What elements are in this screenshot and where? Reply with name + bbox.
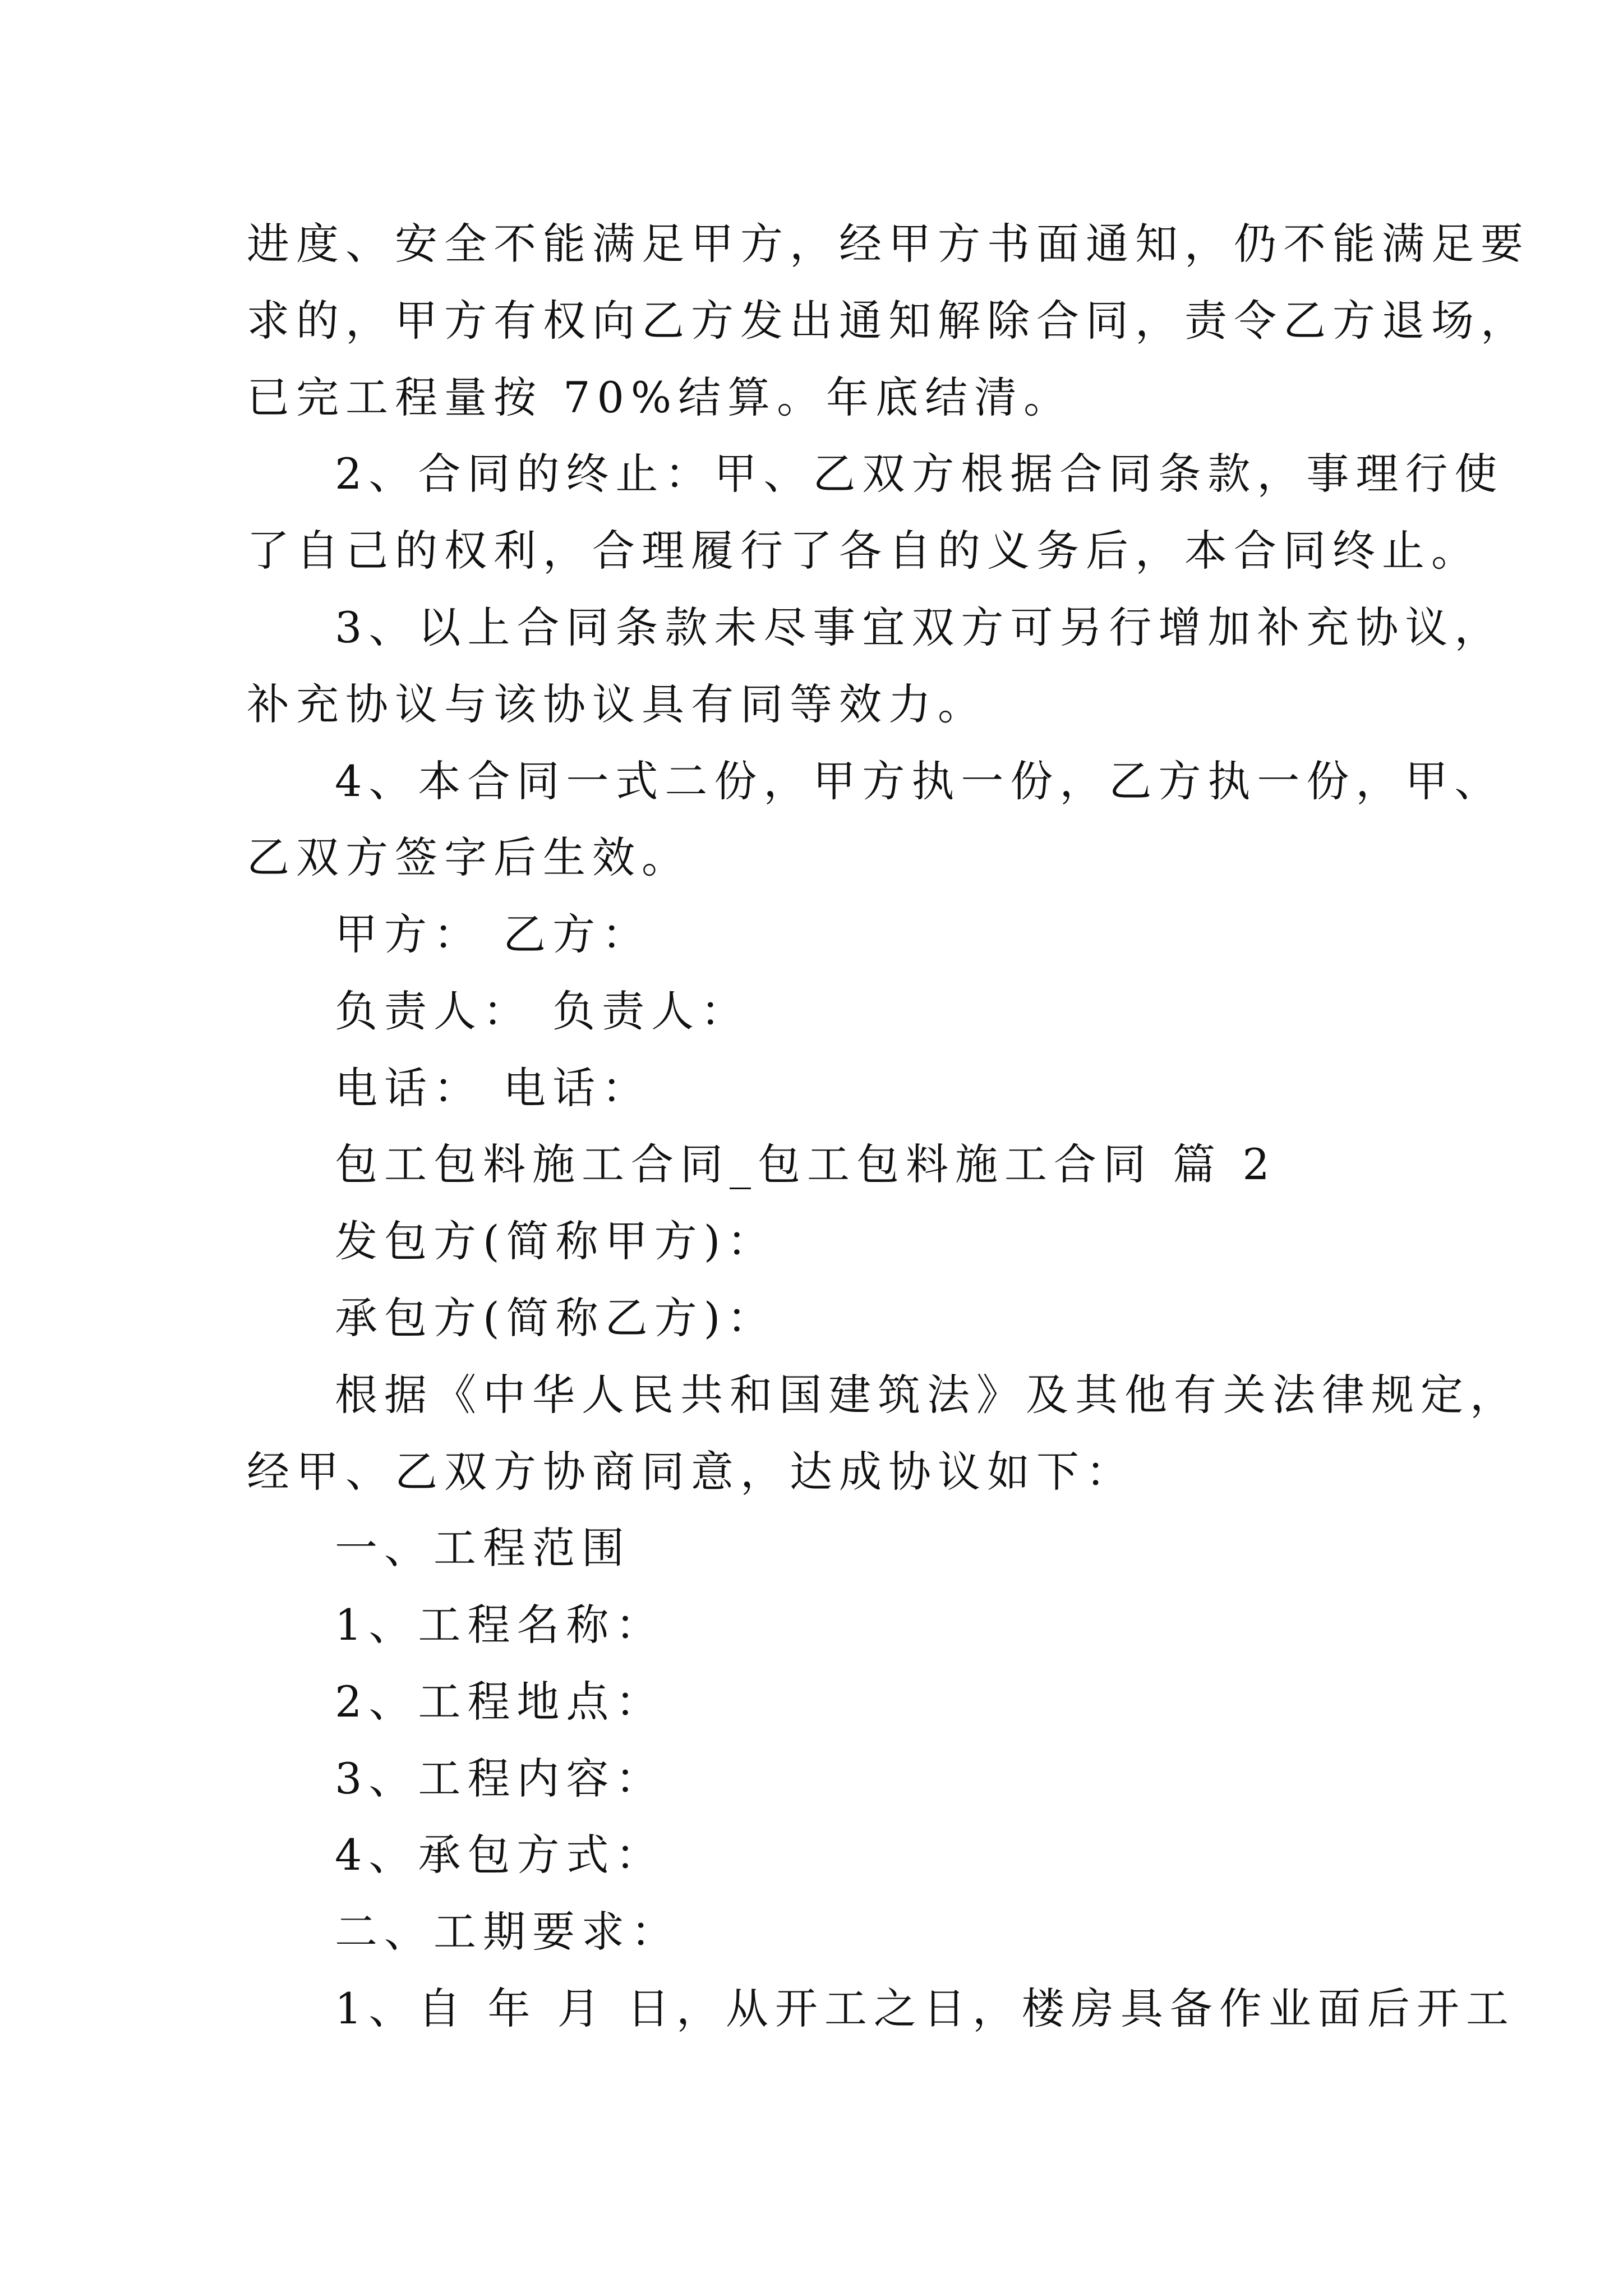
responsible-person-line: 负责人： 负责人：	[335, 986, 750, 1036]
paragraph-line: 3、以上合同条款未尽事宜双方可另行增加补充协议，	[335, 602, 1504, 652]
paragraph-line: 求的，甲方有权向乙方发出通知解除合同，责令乙方退场，	[247, 296, 1530, 346]
clause-item: 4、承包方式：	[335, 1830, 665, 1880]
party-label-line: 甲方： 乙方：	[335, 909, 652, 959]
clause-item: 1、自 年 月 日，从开工之日，楼房具备作业面后开工	[335, 1984, 1515, 2033]
phone-line: 电话： 电话：	[335, 1063, 652, 1113]
paragraph-line: 进度、安全不能满足甲方，经甲方书面通知，仍不能满足要	[247, 219, 1530, 269]
section-title: 包工包料施工合同_包工包料施工合同 篇 2	[335, 1139, 1276, 1189]
paragraph-line: 了自己的权利，合理履行了各自的义务后，本合同终止。	[247, 526, 1481, 576]
clause-heading: 二、工期要求：	[335, 1907, 680, 1957]
clause-item: 1、工程名称：	[335, 1600, 665, 1650]
contractor-line: 承包方(简称乙方)：	[335, 1293, 777, 1343]
employer-line: 发包方(简称甲方)：	[335, 1216, 777, 1266]
paragraph-line: 2、合同的终止：甲、乙双方根据合同条款，事理行使	[335, 449, 1504, 499]
clause-heading: 一、工程范围	[335, 1523, 631, 1573]
clause-item: 2、工程地点：	[335, 1677, 665, 1727]
paragraph-line: 根据《中华人民共和国建筑法》及其他有关法律规定，	[335, 1370, 1519, 1420]
paragraph-line: 乙双方签字后生效。	[247, 832, 691, 882]
paragraph-line: 4、本合同一式二份，甲方执一份，乙方执一份，甲、	[335, 756, 1504, 806]
clause-item: 3、工程内容：	[335, 1754, 665, 1803]
paragraph-line: 经甲、乙双方协商同意，达成协议如下：	[247, 1447, 1135, 1497]
paragraph-line: 补充协议与该协议具有同等效力。	[247, 679, 987, 729]
paragraph-line: 已完工程量按 70%结算。年底结清。	[247, 372, 1073, 422]
